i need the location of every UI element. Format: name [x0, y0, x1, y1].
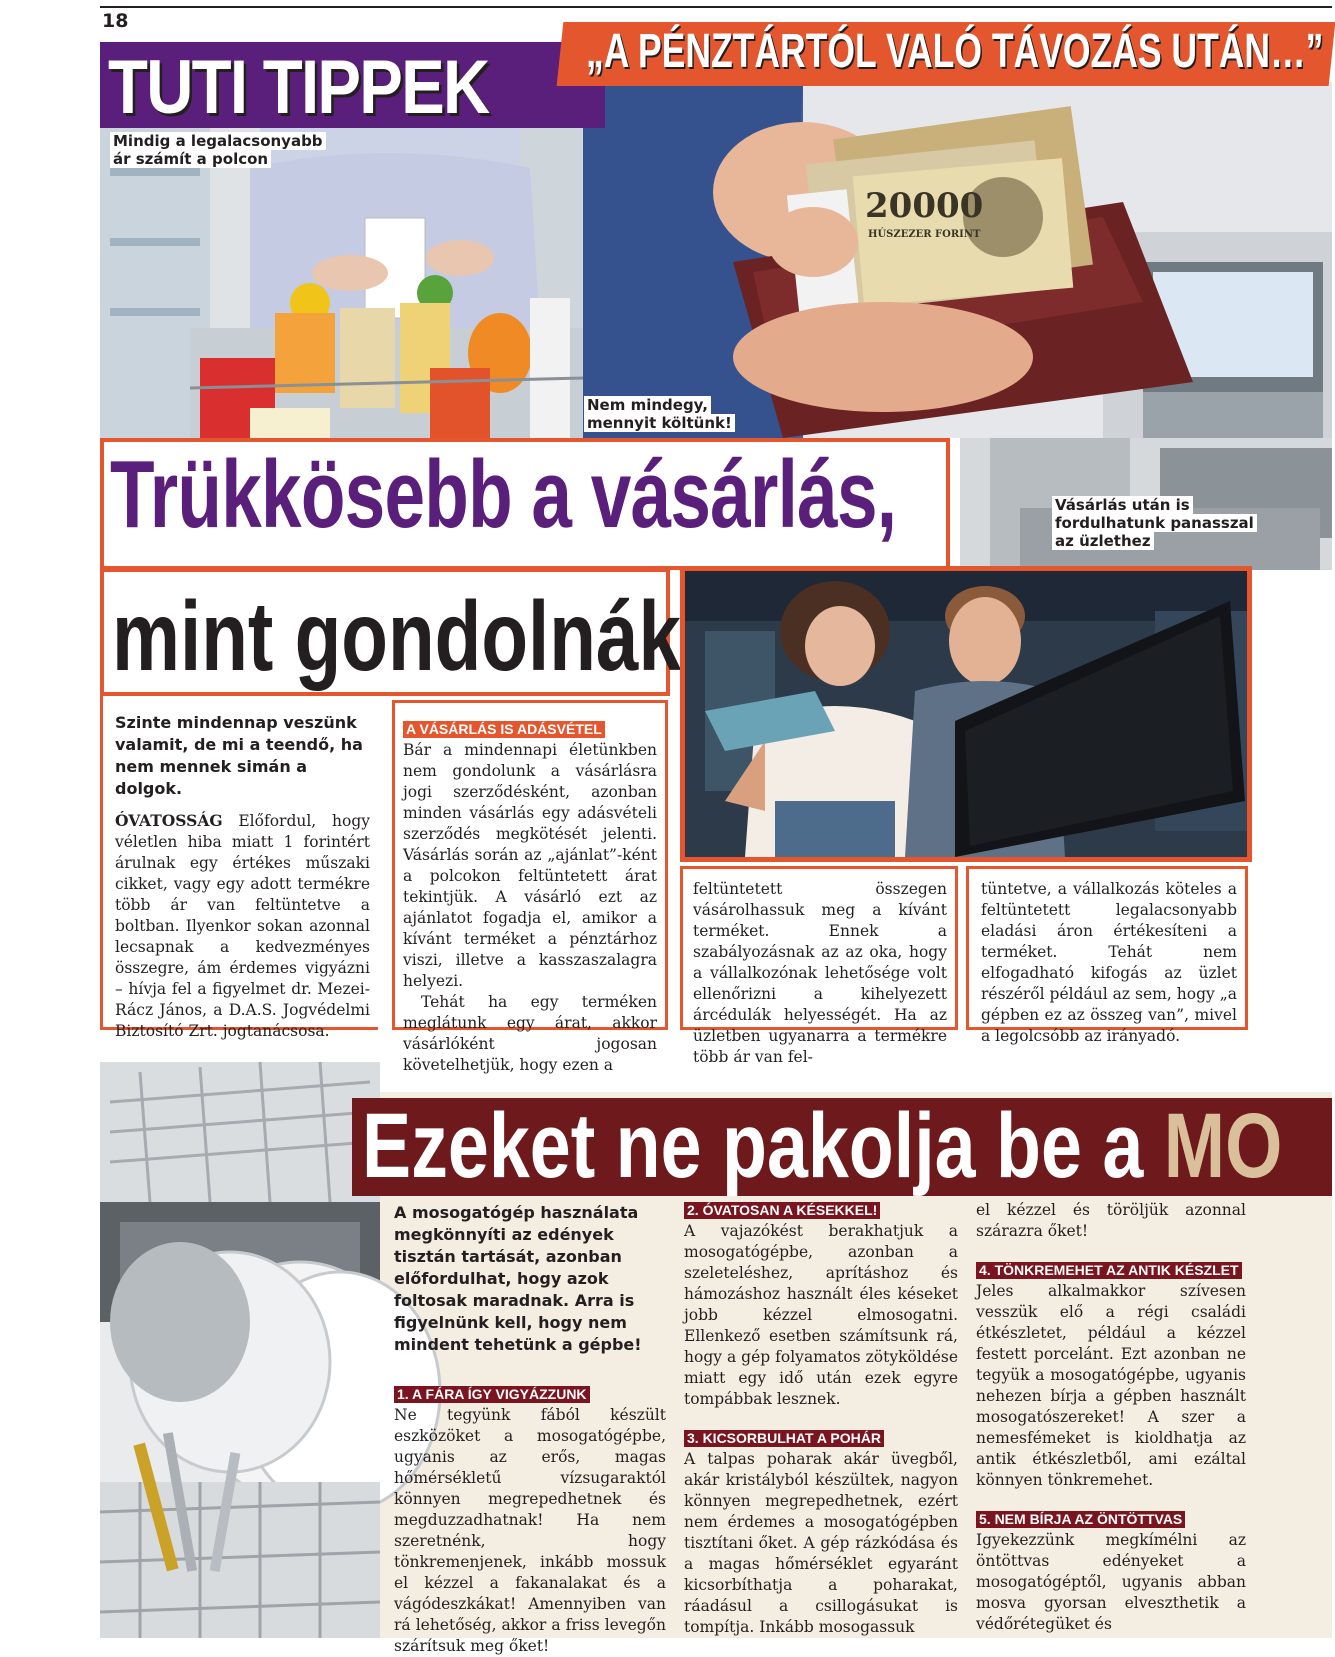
shopping-cart-photo [100, 128, 583, 438]
tip4-title: 4. TÖNKREMEHET AZ ANTIK KÉSZLET [976, 1262, 1242, 1279]
article-col-2 [392, 700, 668, 1074]
tip2-title: 2. ÓVATOSAN A KÉSEKKEL! [684, 1202, 880, 1219]
tip2-text: A vajazókést berakhatjuk a mosogatógépbe, azonban a szeleteléshez, aprításhoz és hámozáshoz használt éles késeket jobb kézzel elmosogatni. Ellenkező esetben számítsunk rá, hogy a gép folyamatos zötyköldése miatt egy idő után ezek egyre tompábbak lesznek. [684, 1222, 958, 1408]
intro-text: Előfordul, hogy véletlen hiba miatt 1 forintért árulnak egy értékes műszaki cikket, vagy egy adott termékre több ár van feltüntetve a boltban. Ilyenkor sokan azonnal lecsapnak a kedvezményes összegre, ám érdemes vigyázni – hívja fel a figyelmet dr. Mezei-Rácz János, a D.A.S. Jogvédelmi Biztosító Zrt. jogtanácsosa. [115, 812, 370, 1040]
wallet-caption [584, 396, 735, 432]
tip3-text: A talpas poharak akár üvegből, akár kristályból készültek, nagyon könnyen megrepedhetnek, ezért nem érdemes a mosogatógépben tisztítani őket. A gép rázkódása és a magas hőmérséklet egyaránt kicsorbíthatja a poharakat, ráadásul a csillogásukat is tompítja. Inkább mosogassuk [684, 1450, 958, 1636]
page-number: 18 [102, 10, 129, 32]
wallet-photo [583, 82, 1332, 438]
headline-line2: mint gondolnák [112, 581, 682, 691]
banknote-20000 [853, 158, 1074, 306]
dishwasher-col-3 [976, 1200, 1246, 1635]
article-subhead: A VÁSÁRLÁS IS ADÁSVÉTEL [403, 721, 605, 738]
tip1-text: Ne tegyünk fából készült eszközöket a mosogatógépbe, ugyanis az erős, magas hőmérsékletű vízsugaraktól könnyen megrepedhetnek és megduzzadhatnak! Ha nem szeretnénk, hogy tönkremenjenek, inkább mossuk el kézzel a fakanalakat és a vágódeszkákat! Amennyiben van rá lehetőség, akkor a friss levegőn szárítsuk meg őket! [394, 1406, 666, 1655]
banknote-text: HÚSZEZER FORINT [868, 229, 981, 240]
top-rule [100, 6, 1332, 8]
article-col2-p2: Tehát ha egy terméken meglátunk egy árat, akkor vásárlóként jogosan követelhetjük, hogy ezen a [403, 993, 657, 1074]
dishwasher-headline-main: Ezeket ne pakolja be a [362, 1095, 1164, 1197]
photo-credit [1302, 570, 1324, 737]
intro-keyword: ÓVATOSSÁG [115, 811, 223, 830]
register-caption-line1: Vásárlás után is [1052, 496, 1193, 514]
shopping-caption-line1: Mindig a legalacsonyabb [110, 132, 326, 150]
tip3-title: 3. KICSORBULHAT A POHÁR [684, 1430, 884, 1447]
dishwasher-headline [362, 1094, 1282, 1199]
article-lead: Szinte mindennap veszünk valamit, de mi a teendő, ha nem mennek simán a dolgok. [115, 713, 363, 798]
wallet-caption-line1: Nem mindegy, [584, 396, 711, 414]
tip5-text: Igyekezzünk megkímélni az öntöttvas edényeket a mosogatógéptől, ugyanis abban mosva gyorsan elveszthetik a védőrétegüket és [976, 1531, 1246, 1633]
article-col2-p1: Bár a mindennapi életünkben nem gondolunk a vásárlásra jogi szerződésként, azonban minden vásárlás egy adásvételi szerződés megkötését jelenti. Vásárlás során az „ajánlat”-ként a polcokon feltüntetett árat tekintjük. A vásárló ezt az ajánlatot fogadja el, amikor a kívánt terméket a pénztárhoz viszi, illetve a kasszaszalagra helyezi. [403, 741, 657, 990]
dishwasher-col-2 [684, 1200, 958, 1638]
shopping-caption-line2: ár számít a polcon [110, 150, 271, 168]
register-caption [1052, 496, 1257, 550]
article-col3-text: feltüntetett összegen vásárolhassuk meg a kívánt terméket. Ennek a szabályozásnak az az oka, hogy a vállalkozónak lehetősége volt ellenőrizni a kihelyezett árcédulák helyességét. Ha az üzletben ugyanarra a termékre több ár van fel- [693, 880, 947, 1066]
wallet-caption-line2: mennyit költünk! [584, 414, 735, 432]
dishwasher-headline-highlight: MO [1163, 1095, 1283, 1197]
dishwasher-lead: A mosogatógép használata megkönnyíti az edények tisztán tartását, azonban előfordulhat, hogy azok foltosak maradnak. Arra is figyelnünk kell, hogy nem mindent tehetünk a gépbe! [394, 1203, 642, 1354]
section-label: TUTI TIPPEK [108, 45, 489, 130]
dishwasher-col-1 [394, 1202, 666, 1657]
article-col-3 [680, 866, 958, 1066]
register-caption-line2: fordulhatunk panasszal [1052, 514, 1257, 532]
section-label-box [100, 42, 605, 128]
couple-tv-photo [680, 566, 1252, 862]
tip4-text: Jeles alkalmakkor szívesen vesszük elő a régi családi étkészletet, például a kézzel festett porcelánt. Ezt azonban ne tegyük a mosogatógépbe, ugyanis nehezen bírja a gépben használt mosogatószereket! A szer a nemesfémeket is kioldhatja az antik étkészletből, ami ezáltal könnyen tönkremehet. [976, 1282, 1246, 1489]
shopping-caption [110, 132, 326, 168]
quote-banner-text: „A PÉNZTÁRTÓL VALÓ TÁVOZÁS UTÁN…” [586, 25, 1324, 78]
article-col-1 [100, 696, 378, 1040]
tip5-title: 5. NEM BÍRJA AZ ÖNTÖTTVAS [976, 1511, 1185, 1528]
tip1-title: 1. A FÁRA ÍGY VIGYÁZZUNK [394, 1386, 590, 1403]
register-caption-line3: az üzlethez [1052, 532, 1154, 550]
dishwasher-photo [100, 1062, 380, 1638]
banknote-value: 20000 [865, 186, 984, 226]
headline-line1: Trükkösebb a vásárlás, [110, 441, 897, 548]
article-col-4 [966, 866, 1248, 1045]
dishwasher-col3-start: el kézzel és töröljük azonnal szárazra őket! [976, 1201, 1246, 1240]
article-col4-text: tüntetve, a vállalkozás köteles a feltüntetett legalacsonyabb eladási áron értékesíteni a terméket. Tehát nem elfogadható kifogás az üzlet részéről például az sem, hogy „a gépben ez az összeg van”, mivel a legolcsóbb az irányadó. [981, 880, 1237, 1045]
photo-credit-text: FOTÓK: SHUTTERSTOCK [1306, 570, 1320, 737]
